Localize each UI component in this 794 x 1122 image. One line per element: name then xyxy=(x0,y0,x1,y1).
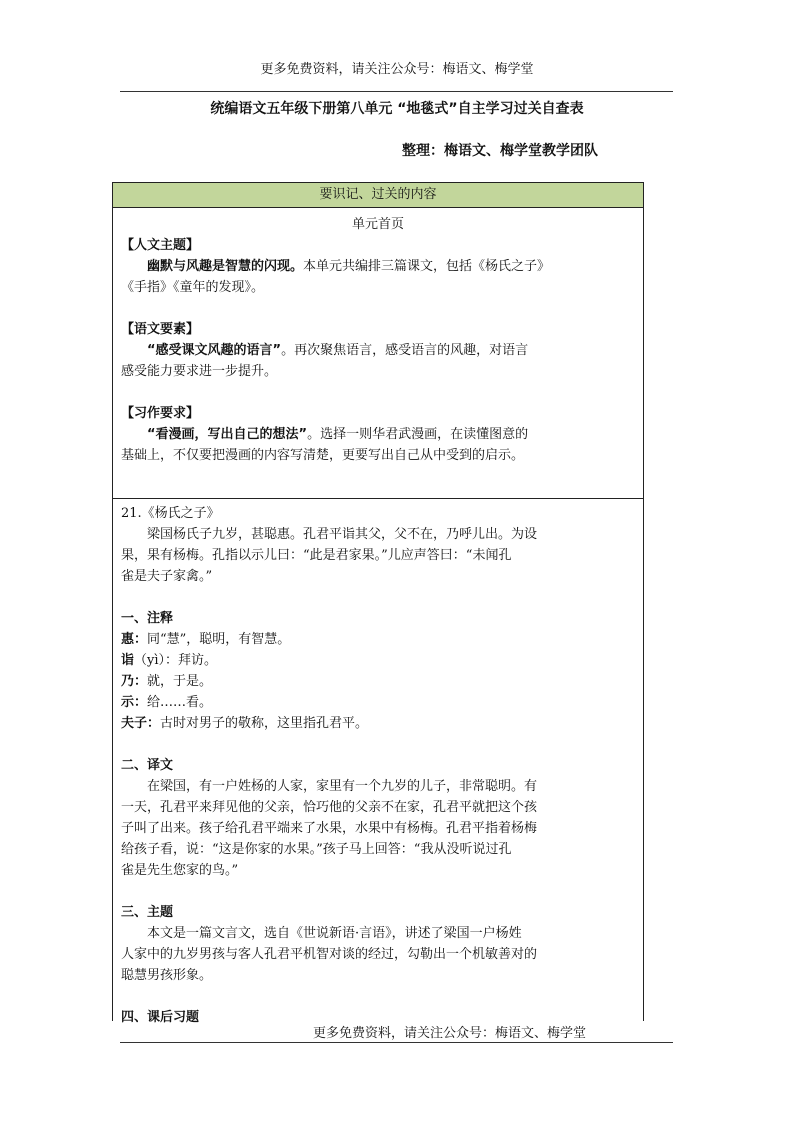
lesson-text-line: 果，果有杨梅。孔指以示儿曰：“此是君家果。”儿应声答曰：“未闻孔 xyxy=(121,548,512,563)
writing-text xyxy=(121,424,635,445)
note-item xyxy=(121,713,635,734)
exercise-heading: 四、课后习题 xyxy=(121,1010,200,1025)
team-credit: 整理：梅语文、梅学堂教学团队 xyxy=(402,143,598,159)
translation-line: 雀是先生您家的鸟。” xyxy=(121,863,239,878)
unit-overview-cell xyxy=(113,208,643,499)
note-term: 示： xyxy=(121,695,148,710)
element-bold: “感受课文风趣的语言” xyxy=(147,343,282,358)
theme-heading: 三、主题 xyxy=(121,905,174,920)
element-text-2: 感受能力要求进一步提升。 xyxy=(121,364,278,379)
element-text xyxy=(121,340,635,361)
element-label: 【语文要素】 xyxy=(121,322,200,337)
notes-heading: 一、注释 xyxy=(121,611,174,626)
element-body: 。再次聚焦语言，感受语言的风趣，对语言 xyxy=(281,343,529,358)
writing-text-2: 基础上，不仅要把漫画的内容写清楚，更要写出自己从中受到的启示。 xyxy=(121,448,525,463)
translation-line: 在梁国，有一户姓杨的人家，家里有一个九岁的儿子，非常聪明。有 xyxy=(147,779,538,794)
theme-line: 本文是一篇文言文，选自《世说新语·言语》，讲述了梁国一户杨姓 xyxy=(147,926,522,941)
theme-line: 人家中的九岁男孩与客人孔君平机智对谈的经过，勾勒出一个机敏善对的 xyxy=(121,947,538,962)
writing-bold: “看漫画，写出自己的想法” xyxy=(147,427,308,442)
lesson-text-line: 雀是夫子家禽。” xyxy=(121,569,213,584)
note-def: 给……看。 xyxy=(147,695,213,710)
header-note: 更多免费资料，请关注公众号：梅语文、梅学堂 xyxy=(260,62,534,77)
note-term: 夫子： xyxy=(121,716,161,731)
table-header: 要识记、过关的内容 xyxy=(113,183,643,208)
translation-line: 一天，孔君平来拜见他的父亲，恰巧他的父亲不在家，孔君平就把这个孩 xyxy=(121,800,538,815)
lesson-cell xyxy=(113,499,643,1028)
header-rule xyxy=(120,91,673,92)
footer-note: 更多免费资料，请关注公众号：梅语文、梅学堂 xyxy=(313,1026,587,1041)
translation-line: 子叫了出来。孩子给孔君平端来了水果，水果中有杨梅。孔君平指着杨梅 xyxy=(121,821,538,836)
translation-heading: 二、译文 xyxy=(121,758,174,773)
lesson-title: 21.《杨氏之子》 xyxy=(121,506,220,521)
writing-body: 。选择一则华君武漫画，在读懂图意的 xyxy=(307,427,529,442)
note-term: 乃： xyxy=(121,674,148,689)
theme-label: 【人文主题】 xyxy=(121,238,200,253)
note-term: 惠： xyxy=(121,632,148,647)
theme-line: 聪慧男孩形象。 xyxy=(121,968,213,983)
theme-text xyxy=(121,256,635,277)
note-item xyxy=(121,671,635,692)
document-title: 统编语文五年级下册第八单元 “地毯式”自主学习过关自查表 xyxy=(210,101,584,117)
theme-bold: 幽默与风趣是智慧的闪现。 xyxy=(147,259,304,274)
theme-body: 本单元共编排三篇课文，包括《杨氏之子》 xyxy=(303,259,551,274)
note-item xyxy=(121,629,635,650)
writing-label: 【习作要求】 xyxy=(121,406,200,421)
footer-rule xyxy=(120,1042,673,1043)
content-table xyxy=(112,182,644,1025)
note-def: （yì）：拜访。 xyxy=(134,653,218,668)
note-def: 同“慧”，聪明，有智慧。 xyxy=(147,632,291,647)
translation-line: 给孩子看，说：“这是你家的水果。”孩子马上回答：“我从没听说过孔 xyxy=(121,842,512,857)
unit-title: 单元首页 xyxy=(351,217,404,232)
note-item xyxy=(121,650,635,671)
note-term: 诣 xyxy=(121,653,135,668)
lesson-text-line: 梁国杨氏子九岁，甚聪惠。孔君平诣其父，父不在，乃呼儿出。为设 xyxy=(147,527,538,542)
theme-text-2: 《手指》《童年的发现》。 xyxy=(121,280,265,295)
note-def: 古时对男子的敬称，这里指孔君平。 xyxy=(160,716,369,731)
note-def: 就，于是。 xyxy=(147,674,213,689)
note-item xyxy=(121,692,635,713)
